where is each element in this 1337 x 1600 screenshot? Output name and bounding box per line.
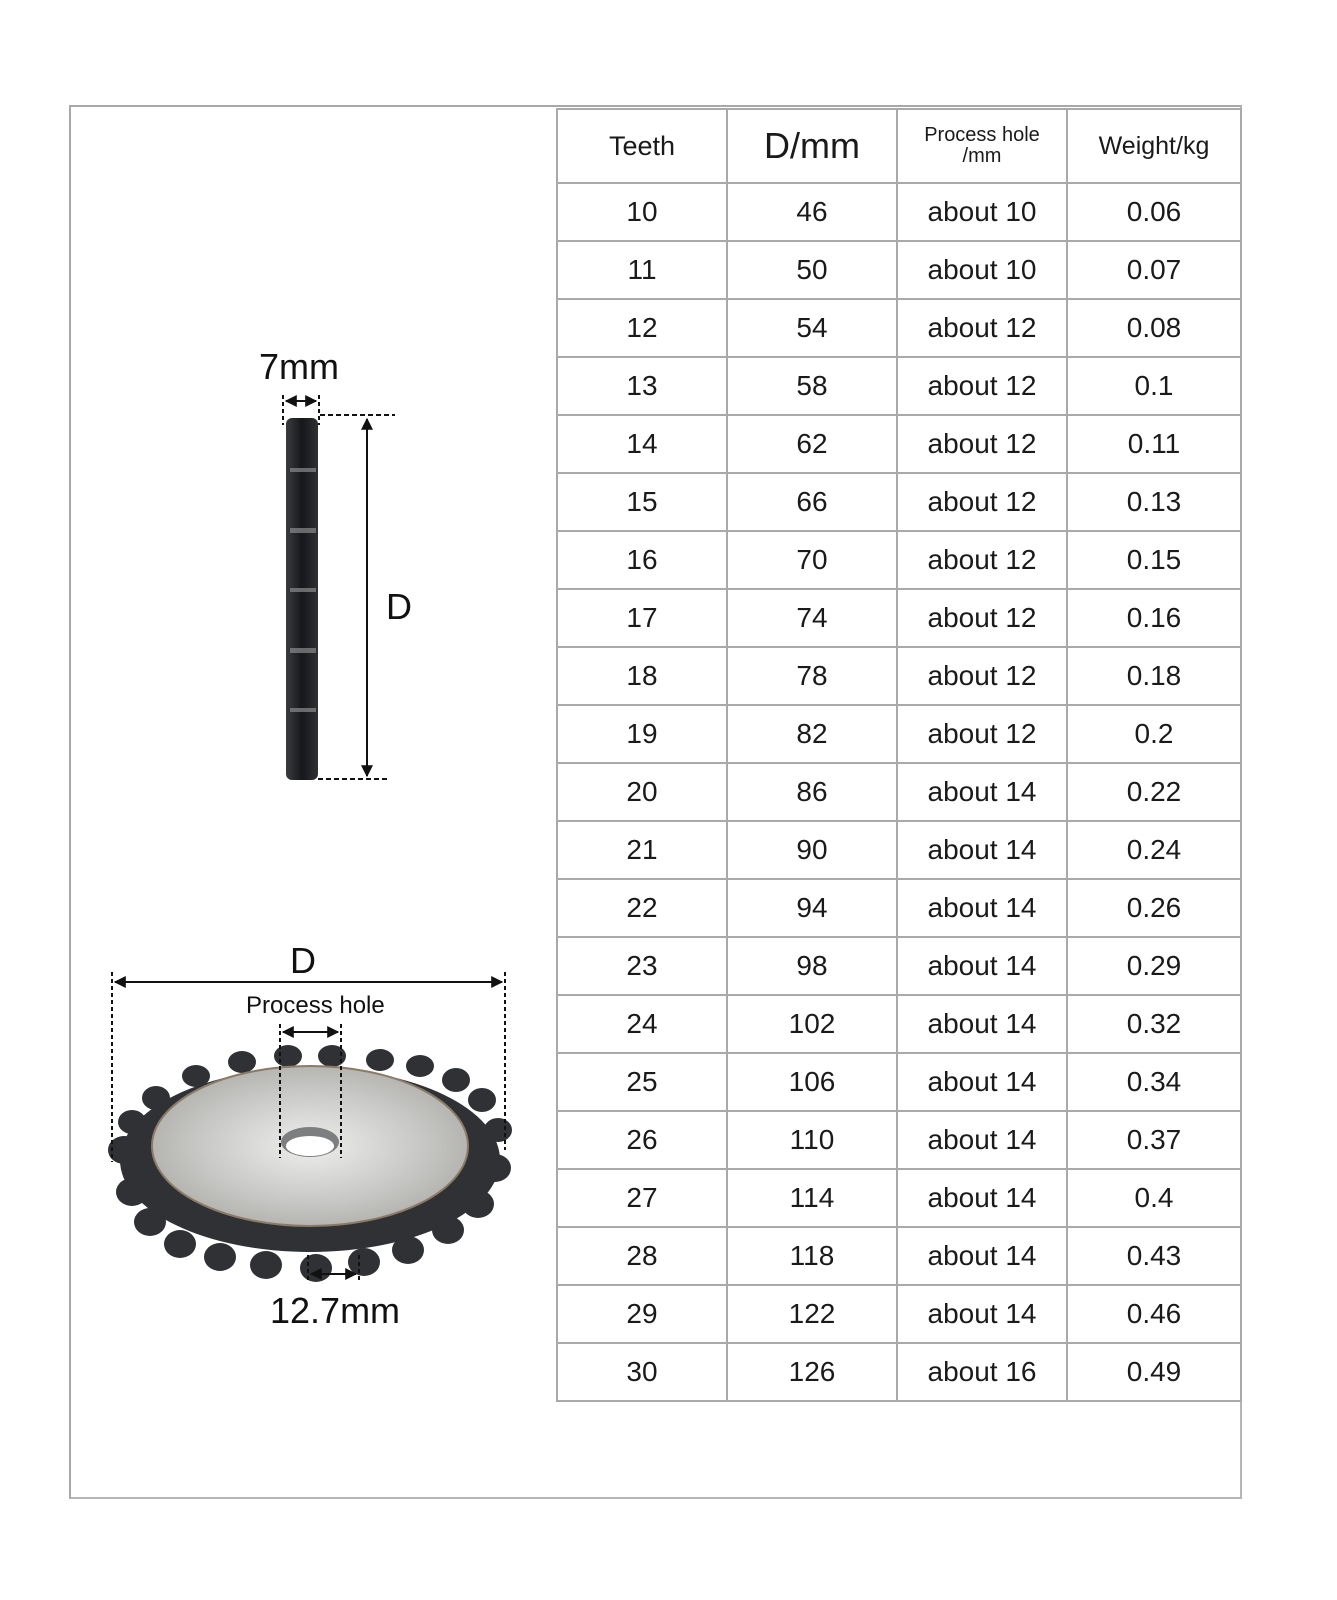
table-row [557,241,1241,299]
cell-diameter: 62 [727,415,897,473]
cell-process-hole: about 14 [897,1227,1067,1285]
cell-teeth: 11 [557,241,727,299]
table-row [557,589,1241,647]
cell-weight: 0.07 [1067,241,1241,299]
cell-process-hole: about 16 [897,1343,1067,1401]
cell-diameter: 118 [727,1227,897,1285]
cell-teeth: 28 [557,1227,727,1285]
table-row [557,995,1241,1053]
cell-process-hole: about 14 [897,1285,1067,1343]
cell-weight: 0.32 [1067,995,1241,1053]
cell-teeth: 12 [557,299,727,357]
cell-process-hole: about 14 [897,937,1067,995]
pitch-label: 12.7mm [270,1290,401,1331]
table-row [557,1169,1241,1227]
header-teeth: Teeth [557,109,727,183]
header-process-hole-line2: /mm [962,145,1002,167]
cell-weight: 0.06 [1067,183,1241,241]
cell-weight: 0.29 [1067,937,1241,995]
cell-process-hole: about 12 [897,589,1067,647]
table-row [557,937,1241,995]
header-process-hole [897,109,1067,183]
cell-process-hole: about 14 [897,821,1067,879]
table-row [557,821,1241,879]
cell-weight: 0.18 [1067,647,1241,705]
table-header-row [557,109,1241,183]
cell-teeth: 19 [557,705,727,763]
cell-weight: 0.2 [1067,705,1241,763]
cell-weight: 0.24 [1067,821,1241,879]
cell-teeth: 30 [557,1343,727,1401]
cell-diameter: 122 [727,1285,897,1343]
cell-diameter: 102 [727,995,897,1053]
cell-diameter: 94 [727,879,897,937]
cell-diameter: 82 [727,705,897,763]
cell-teeth: 18 [557,647,727,705]
table-row [557,183,1241,241]
table-row [557,705,1241,763]
cell-process-hole: about 10 [897,183,1067,241]
thickness-label: 7mm [259,346,339,387]
table-body [557,183,1241,1401]
table-row [557,1111,1241,1169]
cell-process-hole: about 12 [897,531,1067,589]
table-row [557,473,1241,531]
table-row [557,415,1241,473]
cell-weight: 0.34 [1067,1053,1241,1111]
side-diameter-label: D [386,586,412,627]
cell-weight: 0.08 [1067,299,1241,357]
cell-diameter: 74 [727,589,897,647]
cell-diameter: 114 [727,1169,897,1227]
cell-diameter: 46 [727,183,897,241]
sprocket-spec-table [556,108,1242,1402]
table-row [557,879,1241,937]
cell-process-hole: about 14 [897,1053,1067,1111]
cell-diameter: 58 [727,357,897,415]
top-diameter-label: D [290,940,316,981]
cell-process-hole: about 12 [897,415,1067,473]
cell-weight: 0.46 [1067,1285,1241,1343]
cell-teeth: 23 [557,937,727,995]
cell-weight: 0.49 [1067,1343,1241,1401]
cell-process-hole: about 12 [897,357,1067,415]
cell-teeth: 21 [557,821,727,879]
cell-weight: 0.16 [1067,589,1241,647]
cell-diameter: 90 [727,821,897,879]
cell-teeth: 17 [557,589,727,647]
cell-weight: 0.13 [1067,473,1241,531]
cell-teeth: 15 [557,473,727,531]
header-diameter: D/mm [727,109,897,183]
cell-diameter: 110 [727,1111,897,1169]
table-row [557,531,1241,589]
table-row [557,1053,1241,1111]
cell-teeth: 27 [557,1169,727,1227]
cell-diameter: 98 [727,937,897,995]
cell-weight: 0.1 [1067,357,1241,415]
cell-process-hole: about 12 [897,473,1067,531]
cell-diameter: 70 [727,531,897,589]
cell-teeth: 14 [557,415,727,473]
cell-diameter: 50 [727,241,897,299]
cell-process-hole: about 12 [897,705,1067,763]
cell-diameter: 54 [727,299,897,357]
table-row [557,647,1241,705]
cell-process-hole: about 14 [897,1169,1067,1227]
cell-weight: 0.4 [1067,1169,1241,1227]
cell-teeth: 25 [557,1053,727,1111]
cell-process-hole: about 12 [897,647,1067,705]
cell-diameter: 126 [727,1343,897,1401]
cell-weight: 0.11 [1067,415,1241,473]
cell-diameter: 78 [727,647,897,705]
table-row [557,1285,1241,1343]
cell-weight: 0.26 [1067,879,1241,937]
table-row [557,357,1241,415]
cell-teeth: 10 [557,183,727,241]
cell-weight: 0.15 [1067,531,1241,589]
cell-diameter: 86 [727,763,897,821]
cell-process-hole: about 14 [897,995,1067,1053]
cell-process-hole: about 10 [897,241,1067,299]
cell-teeth: 26 [557,1111,727,1169]
header-process-hole-line1: Process hole [924,124,1040,146]
cell-weight: 0.22 [1067,763,1241,821]
cell-teeth: 20 [557,763,727,821]
table-row [557,1343,1241,1401]
table-row [557,299,1241,357]
cell-teeth: 29 [557,1285,727,1343]
cell-process-hole: about 12 [897,299,1067,357]
cell-weight: 0.43 [1067,1227,1241,1285]
table-row [557,1227,1241,1285]
process-hole-label: Process hole [246,992,385,1019]
cell-process-hole: about 14 [897,1111,1067,1169]
table-row [557,763,1241,821]
cell-diameter: 66 [727,473,897,531]
cell-process-hole: about 14 [897,879,1067,937]
cell-teeth: 13 [557,357,727,415]
header-weight: Weight/kg [1067,109,1241,183]
cell-teeth: 16 [557,531,727,589]
cell-process-hole: about 14 [897,763,1067,821]
cell-diameter: 106 [727,1053,897,1111]
cell-teeth: 22 [557,879,727,937]
cell-weight: 0.37 [1067,1111,1241,1169]
cell-teeth: 24 [557,995,727,1053]
